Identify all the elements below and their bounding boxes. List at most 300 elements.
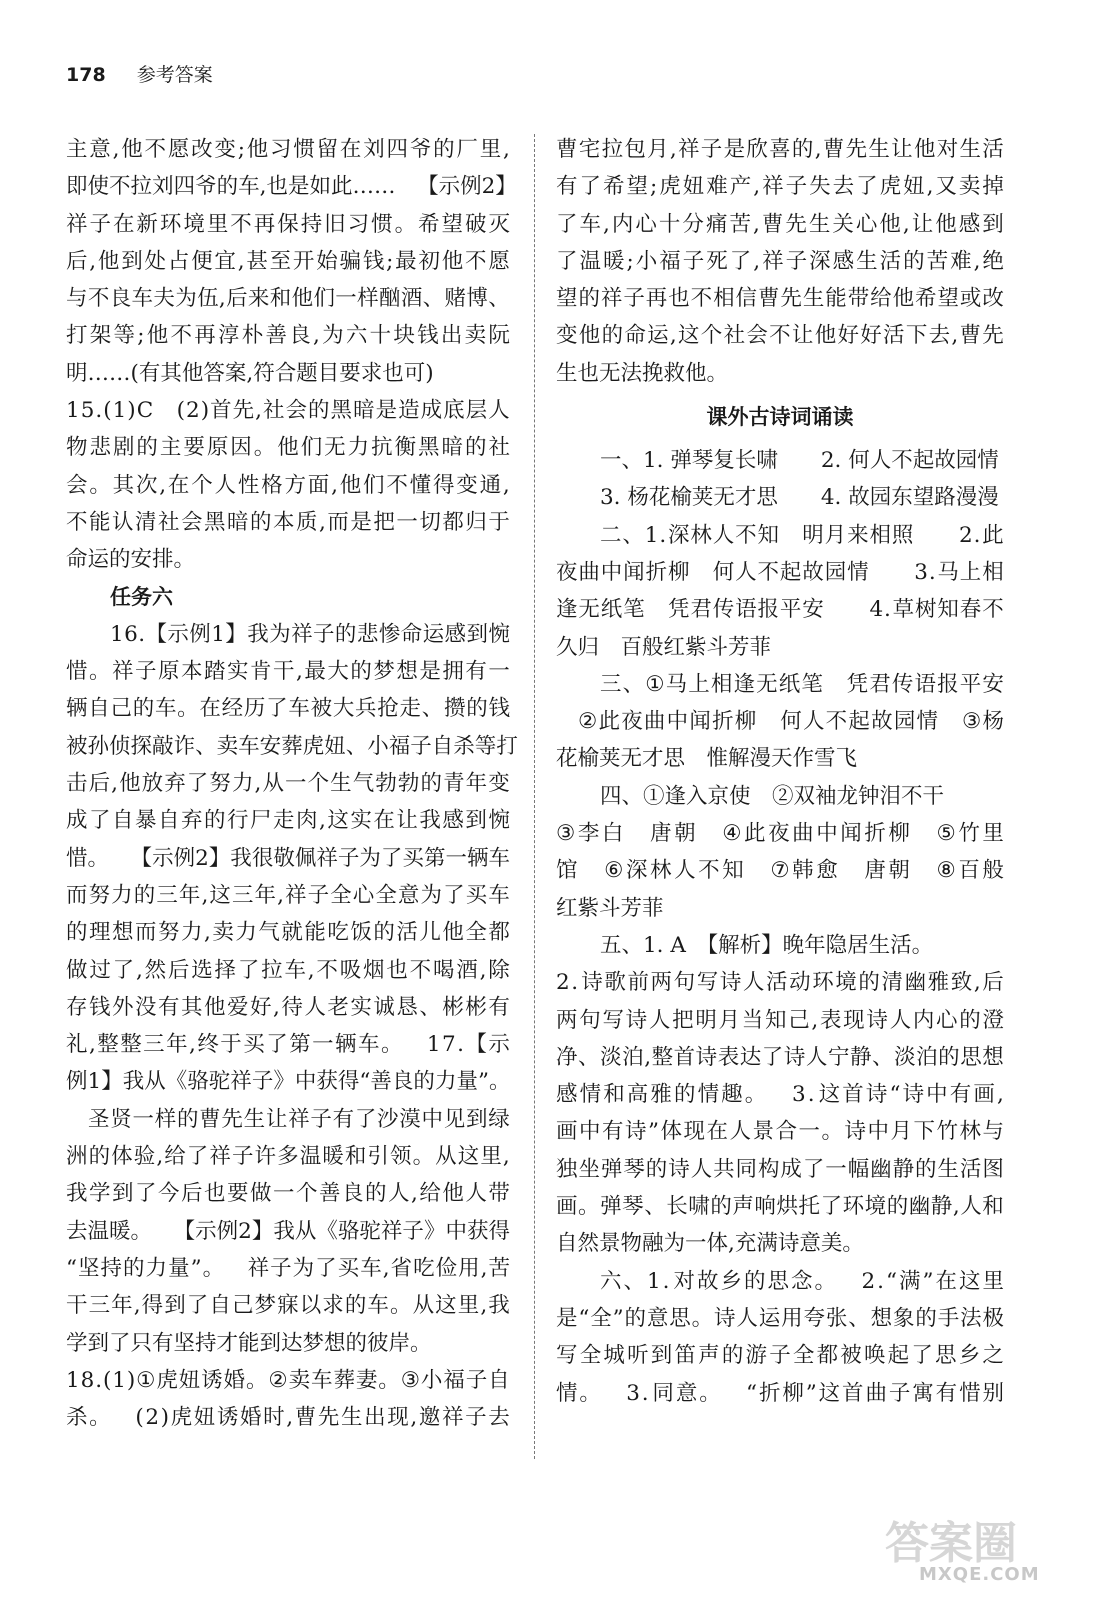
char: 淳	[217, 323, 240, 349]
char: 活	[879, 248, 902, 274]
char: 就	[281, 920, 303, 946]
char: 出	[364, 1405, 386, 1431]
char: 至	[269, 248, 292, 274]
char: 明	[695, 1007, 717, 1033]
char: 的	[66, 920, 88, 946]
char: 的	[466, 696, 488, 722]
char: 人	[735, 559, 757, 585]
char: 子	[623, 286, 645, 312]
char: 《	[316, 1218, 338, 1244]
char: 里	[480, 1144, 502, 1170]
char: 是	[723, 137, 746, 162]
text-line	[556, 442, 1004, 479]
char: 的	[959, 1007, 981, 1033]
char: 这	[457, 1144, 480, 1170]
char: 深	[809, 248, 831, 274]
char: 干	[273, 659, 295, 685]
char: 。	[744, 1082, 767, 1108]
char: 后	[226, 286, 248, 312]
char: 三	[156, 882, 178, 908]
char: 让	[265, 1106, 288, 1132]
char: 柳	[888, 821, 910, 847]
char: ,	[296, 659, 303, 685]
char: 而	[135, 920, 157, 946]
char: 现	[843, 1007, 865, 1033]
char: 祥	[316, 845, 338, 871]
char	[404, 1026, 426, 1063]
char: 敲	[152, 733, 174, 759]
char: 有	[602, 1119, 624, 1145]
char: 】	[495, 174, 517, 200]
char: ,	[159, 472, 167, 498]
char: 曹	[761, 211, 784, 237]
char: 爱	[227, 994, 249, 1020]
char	[768, 1076, 790, 1113]
char: 拉	[601, 137, 624, 162]
char: 表	[819, 1007, 842, 1033]
char: 抢	[377, 696, 399, 722]
char: 。	[699, 1380, 721, 1406]
char: ,	[259, 174, 267, 200]
char: 环	[159, 211, 182, 237]
char: 了	[135, 1181, 157, 1207]
char: 虎	[170, 1405, 193, 1431]
char: 关	[832, 211, 854, 237]
char: )	[160, 1405, 170, 1431]
char: 有	[949, 1082, 972, 1108]
char: 方	[284, 472, 306, 498]
char: 除	[488, 957, 510, 983]
char: 活	[959, 1156, 982, 1182]
char: 福	[443, 1367, 465, 1393]
char: 善	[370, 1069, 392, 1095]
char: 传	[712, 597, 735, 623]
char: 都	[488, 920, 510, 946]
char: 为	[322, 323, 344, 349]
char: 一	[312, 1032, 334, 1058]
char: 实	[350, 808, 372, 834]
char: 他	[277, 435, 299, 461]
char: 彬	[465, 994, 487, 1020]
char: 】	[208, 845, 231, 871]
char: 自	[112, 808, 134, 834]
text-line	[556, 131, 1004, 168]
text-line	[66, 467, 510, 504]
char: 主	[159, 435, 182, 461]
char: 】	[225, 621, 247, 647]
char: 车	[288, 696, 310, 722]
char: 到	[465, 808, 487, 834]
char: 佩	[294, 845, 317, 871]
char: 君	[869, 671, 891, 697]
text-line	[66, 765, 510, 802]
char: 己	[231, 1293, 254, 1319]
char: 他	[339, 472, 362, 498]
char: 一	[798, 1119, 820, 1145]
char: 例	[173, 845, 196, 871]
char: 人	[889, 1007, 912, 1033]
char: 层	[465, 398, 488, 424]
char: 托	[798, 1194, 821, 1220]
char: 生	[808, 211, 831, 237]
char: ,	[814, 137, 822, 162]
char: 用	[458, 1255, 480, 1281]
char: 【	[130, 845, 153, 871]
char: 净	[556, 1044, 578, 1070]
char: 伍	[197, 286, 219, 312]
char: 不	[230, 211, 252, 237]
char: 喝	[432, 957, 455, 983]
text-line-content: 命运的安排。	[66, 547, 196, 573]
char: 实	[227, 659, 249, 685]
char: 子	[785, 248, 808, 274]
char: 》	[273, 1069, 295, 1095]
char: 淡	[600, 1044, 622, 1070]
char: 静	[930, 1194, 953, 1220]
char: 望	[626, 174, 649, 200]
char: 情	[556, 1380, 578, 1406]
char: 三	[231, 882, 254, 908]
char: 诗	[844, 1119, 866, 1145]
text-line	[556, 206, 1004, 243]
char: 笔	[623, 597, 645, 623]
char: 、	[488, 286, 510, 312]
char: 掉	[982, 174, 1004, 200]
char: 人	[304, 994, 326, 1020]
char: 不	[109, 174, 131, 200]
char: 了	[802, 1156, 825, 1182]
char: 子	[135, 659, 157, 685]
char: 中	[600, 559, 623, 585]
char: 待	[281, 994, 303, 1020]
char	[824, 666, 846, 703]
char: 通	[479, 472, 502, 498]
char: 对	[936, 137, 959, 162]
char: 以	[299, 1293, 322, 1319]
char: 努	[158, 920, 180, 946]
char: 清	[135, 509, 157, 535]
char: 子	[251, 1069, 274, 1095]
char: .	[95, 1367, 103, 1393]
char: ,	[952, 1194, 960, 1220]
char: 【	[173, 1218, 196, 1244]
char: ”	[648, 1119, 659, 1145]
char: 和	[603, 1082, 625, 1108]
char: 中	[294, 1069, 317, 1095]
text-line	[556, 927, 1004, 964]
char: 例	[66, 1069, 88, 1095]
char	[396, 168, 418, 205]
char: 处	[144, 248, 167, 274]
char: 愈	[816, 858, 838, 884]
char: 己	[788, 1007, 810, 1033]
char: 》	[423, 1218, 446, 1244]
char: 了	[911, 1343, 933, 1369]
char: 能	[89, 509, 111, 535]
char: 虎	[659, 174, 681, 200]
char: 人	[742, 970, 765, 996]
char: 探	[130, 733, 153, 759]
char: 草	[892, 597, 915, 623]
char	[758, 703, 780, 740]
char: 为	[420, 882, 442, 908]
char: 景	[752, 1119, 774, 1145]
char: 如	[309, 174, 332, 200]
char: 买	[337, 1255, 360, 1281]
char: 澄	[982, 1007, 1004, 1033]
char: 愿	[488, 248, 510, 274]
char: 了	[761, 1044, 784, 1070]
char: 都	[442, 509, 464, 535]
char: 为	[175, 286, 197, 312]
text-line	[66, 1213, 510, 1250]
char: .	[571, 970, 579, 996]
char: 把	[373, 509, 395, 535]
char: 放	[141, 771, 164, 797]
char: 新	[136, 211, 158, 237]
char: 生	[959, 137, 982, 162]
char: 赌	[444, 286, 467, 312]
char: .	[884, 597, 891, 623]
char: 全	[590, 1305, 612, 1331]
char: 情	[847, 559, 869, 585]
char: 深	[625, 858, 648, 884]
char: 其	[181, 994, 203, 1020]
char: 马	[665, 671, 688, 697]
char: 《	[165, 1069, 188, 1095]
char: 从	[412, 1293, 435, 1319]
char: 虎	[302, 733, 325, 759]
char: 祥	[291, 621, 313, 647]
char: 2	[861, 1268, 876, 1294]
char: 原	[206, 435, 229, 461]
text-line-content: 自然景物融为一体,充满诗意美。	[556, 1231, 864, 1257]
char: 暗	[227, 509, 249, 535]
char: 1	[112, 1367, 126, 1393]
char: 2	[481, 174, 496, 200]
text-line	[556, 1225, 1004, 1262]
char: 中	[445, 1218, 467, 1244]
char: 示	[195, 1218, 217, 1244]
char: 努	[88, 882, 111, 908]
char: 馆	[556, 858, 578, 884]
char: 画	[556, 1194, 578, 1220]
char: 干	[66, 1293, 88, 1319]
char: 1	[110, 621, 124, 647]
char: 知	[722, 858, 744, 884]
char: 全	[465, 920, 487, 946]
text-line	[556, 1151, 1004, 1188]
char: 游	[745, 1343, 768, 1369]
char: 静	[849, 1044, 872, 1070]
char: ”	[477, 1069, 489, 1095]
text-line	[66, 429, 510, 466]
char: 肯	[250, 659, 272, 685]
char: 块	[393, 323, 415, 349]
char: 六	[600, 1268, 622, 1294]
char: 行	[227, 808, 249, 834]
char: 到	[121, 248, 143, 274]
char: 我	[488, 1293, 510, 1319]
char: 生	[341, 1405, 363, 1431]
char: 小	[420, 1367, 443, 1393]
char: 致	[950, 970, 973, 996]
char: 知	[764, 1007, 787, 1033]
char: 满	[898, 1268, 921, 1294]
char: 不	[87, 286, 110, 312]
char: 二	[600, 522, 622, 548]
text-line	[66, 1026, 510, 1063]
text-line	[66, 802, 510, 839]
char: 照	[891, 522, 914, 548]
char: 样	[357, 286, 379, 312]
char: 现	[387, 1405, 409, 1431]
text-line	[66, 1287, 510, 1324]
char: ,	[926, 174, 934, 200]
char: …	[352, 174, 375, 200]
char: 惜	[66, 845, 88, 871]
text-line	[556, 1300, 1004, 1337]
char: 里	[457, 1293, 480, 1319]
char: 报	[757, 597, 780, 623]
char: 心	[352, 882, 375, 908]
char: 1	[112, 398, 127, 424]
char: 攒	[443, 696, 466, 722]
char: 从	[144, 1069, 166, 1095]
subheading: 任务六	[110, 584, 173, 609]
char: 爷	[195, 174, 217, 200]
char: 选	[191, 957, 213, 983]
char: 车	[131, 286, 154, 312]
char: 先	[317, 1405, 340, 1431]
char: 是	[556, 1305, 578, 1331]
char: 有	[332, 1106, 355, 1132]
char: 句	[673, 970, 696, 996]
char: 打	[66, 323, 88, 349]
char: ,	[503, 137, 510, 162]
char: 成	[66, 808, 88, 834]
char: 温	[87, 1218, 110, 1244]
char: 先	[232, 398, 255, 424]
char: 先	[780, 286, 802, 312]
text-line	[556, 1337, 1004, 1374]
char: 逢	[556, 597, 578, 623]
char: 认	[112, 509, 134, 535]
char: 妞	[178, 1367, 201, 1393]
column-divider	[534, 134, 535, 1459]
char: 变	[456, 472, 478, 498]
char: 是	[375, 398, 398, 424]
char: 分	[682, 211, 704, 237]
text-line	[556, 517, 1004, 554]
char: 十	[658, 211, 681, 237]
char: 1	[211, 621, 225, 647]
char: 不	[465, 248, 487, 274]
char: 。	[821, 1119, 843, 1145]
char: 了	[186, 771, 209, 797]
char: 为	[292, 1255, 315, 1281]
char: 【	[417, 174, 439, 200]
char: 幅	[847, 1156, 870, 1182]
char: 望	[556, 286, 578, 312]
char: 想	[112, 920, 134, 946]
page-number: 178	[66, 64, 106, 86]
char: 使	[87, 174, 110, 200]
char: 变	[556, 323, 578, 349]
char: 坐	[578, 1156, 600, 1182]
char: 年	[465, 771, 488, 797]
char: 己	[110, 696, 132, 722]
char: 月	[647, 137, 669, 162]
char: 婚	[223, 1367, 246, 1393]
char: 一	[825, 1156, 847, 1182]
char: 他	[442, 920, 464, 946]
char: 我	[419, 808, 441, 834]
char: 不	[170, 323, 192, 349]
char: 思	[669, 1305, 691, 1331]
char: 刘	[152, 174, 174, 200]
char: 了	[89, 808, 111, 834]
char: 朝	[888, 858, 910, 884]
char: 想	[982, 1044, 1004, 1070]
char: 车	[311, 1367, 333, 1393]
char	[690, 554, 712, 591]
char: ,	[752, 211, 760, 237]
char: 社	[723, 323, 746, 349]
char: 架	[89, 323, 112, 349]
text-line	[66, 728, 518, 765]
char: 曲	[865, 1380, 887, 1406]
char: 第	[423, 845, 446, 871]
watermark-text-main: 答案圈	[885, 1518, 1017, 1569]
char: 不	[825, 709, 848, 735]
text-line-content: 生也无法挽救他。	[556, 360, 729, 386]
char: 从	[262, 771, 284, 797]
char: 钱	[89, 994, 111, 1020]
char: 被	[840, 1343, 862, 1369]
char: 唐	[650, 821, 672, 847]
char: 这	[209, 882, 231, 908]
char: 力	[231, 771, 254, 797]
char: 1	[644, 522, 659, 548]
char: 环	[842, 1194, 865, 1220]
char: 的	[915, 1305, 937, 1331]
char: 2	[145, 1405, 160, 1431]
char: 祥	[230, 1069, 252, 1095]
char: 惜	[959, 1380, 981, 1406]
char: 改	[982, 286, 1004, 312]
char: (	[176, 398, 186, 424]
char: 买	[402, 845, 424, 871]
char: 很	[251, 845, 274, 871]
char: 悲	[356, 621, 379, 647]
char: 寐	[277, 1293, 299, 1319]
char: ⑦	[770, 858, 790, 884]
char: 三	[143, 1032, 165, 1058]
char: 不	[316, 957, 338, 983]
char: 辆	[466, 845, 489, 871]
char	[840, 852, 862, 889]
text-line	[66, 1250, 510, 1287]
char: 朴	[241, 323, 264, 349]
char: ,	[277, 882, 284, 908]
char: “	[66, 1255, 77, 1281]
char: 善	[319, 1181, 341, 1207]
char: 车	[488, 845, 510, 871]
char: 惜	[66, 659, 88, 685]
char	[580, 852, 602, 889]
text-line-content: 四、①逢入京使 ②双袖龙钟泪不干	[600, 783, 945, 809]
